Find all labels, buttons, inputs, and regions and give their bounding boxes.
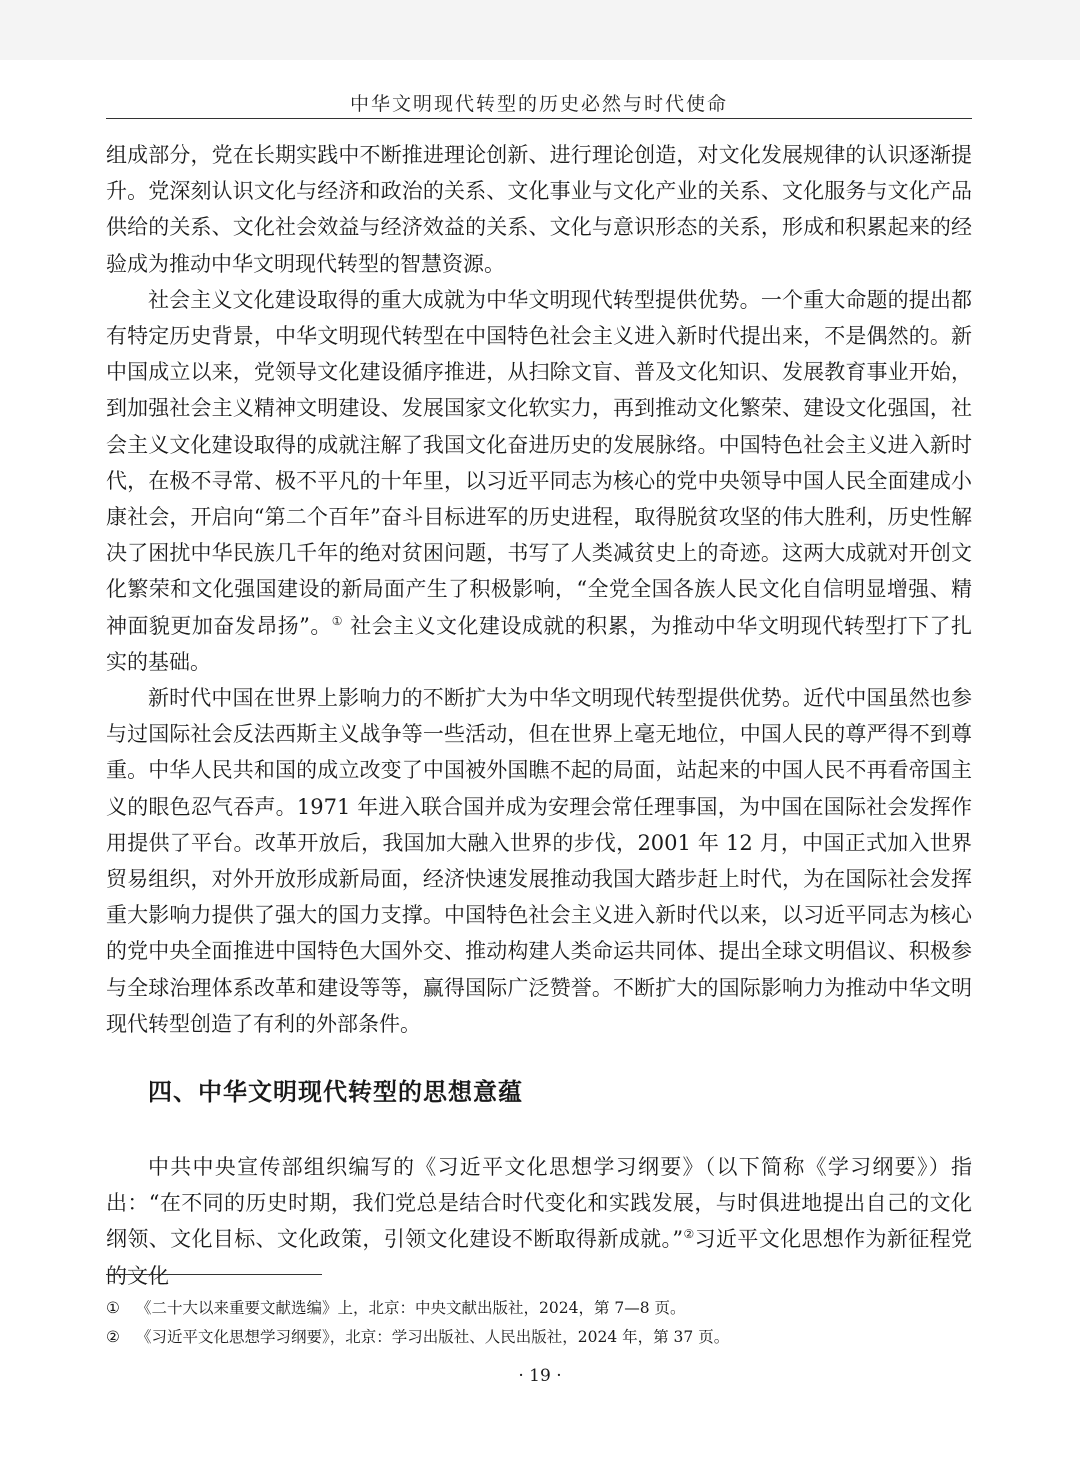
footnote-text: 《二十大以来重要文献选编》上，北京：中央文献出版社，2024，第 7—8 页。 bbox=[136, 1299, 686, 1317]
footnote-ref-2[interactable]: ② bbox=[683, 1227, 695, 1242]
body-text bbox=[106, 137, 972, 1042]
section-body bbox=[106, 1149, 972, 1294]
page-number: · 19 · bbox=[518, 1366, 562, 1386]
viewer-top-bar bbox=[0, 0, 1080, 60]
paragraph-text: 社会主义文化建设成就的积累，为推动中华文明现代转型打下了扎实的基础。 bbox=[106, 613, 972, 674]
header-rule bbox=[106, 118, 972, 119]
section-heading: 四、中华文明现代转型的思想意蕴 bbox=[148, 1078, 523, 1106]
paragraph-text: 社会主义文化建设取得的重大成就为中华文明现代转型提供优势。一个重大命题的提出都有特定历史背景，中华文明现代转型在中国特色社会主义进入新时代提出来，不是偶然的。新中国成立以来，党领导文化建设循序推进，从扫除文盲、普及文化知识、发展教育事业开始，到加强社会主义精神文明建设、发展国家文化软实力，再到推动文化繁荣、建设文化强国，社会主义文化建设取得的成就注解了我国文化奋进历史的发展脉络。中国特色社会主义进入新时代，在极不寻常、极不平凡的十年里，以习近平同志为核心的党中央领导中国人民全面建成小康社会，开启向“第二个百年”奋斗目标进军的历史进程，取得脱贫攻坚的伟大胜利，历史性解决了困扰中华民族几千年的绝对贫困问题，书写了人类减贫史上的奇迹。这两大成就对开创文化繁荣和文化强国建设的新局面产生了积极影响，“全党全国各族人民文化自信明显增强、精神面貌更加奋发昂扬”。 bbox=[106, 287, 972, 638]
running-header: 中华文明现代转型的历史必然与时代使命 bbox=[349, 93, 728, 115]
paragraph-international-influence: 新时代中国在世界上影响力的不断扩大为中华文明现代转型提供优势。近代中国虽然也参与过国际社会反法西斯主义战争等一些活动，但在世界上毫无地位，中国人民的尊严得不到尊重。中华人民共和国的成立改变了中国被外国瞧不起的局面，站起来的中国人民不再看帝国主义的眼色忍气吞声。1971 年进入联合国并成为安理会常任理事国，为中国在国际社会发挥作用提供了平台。改革开放后，我国加大融入世界的步伐，2001 年 12 月，中国正式加入世界贸易组织，对外开放形成新局面，经济快速发展推动我国大踏步赶上时代，为在国际社会发挥重大影响力提供了强大的国力支撑。中国特色社会主义进入新时代以来，以习近平同志为核心的党中央全面推进中国特色大国外交、推动构建人类命运共同体、提出全球文明倡议、积极参与全球治理体系改革和建设等等，赢得国际广泛赞誉。不断扩大的国际影响力为推动中华文明现代转型创造了有利的外部条件。 bbox=[106, 686, 972, 1036]
paragraph-text: 中共中央宣传部组织编写的《习近平文化思想学习纲要》（以下简称《学习纲要》）指出：“在不同的历史时期，我们党总是结合时代变化和实践发展，与时俱进地提出自己的文化纲领、文化目标、文化政策，引领文化建设不断取得新成就。” bbox=[106, 1155, 972, 1252]
paragraph-continued: 组成部分，党在长期实践中不断推进理论创新、进行理论创造，对文化发展规律的认识逐渐提升。党深刻认识文化与经济和政治的关系、文化事业与文化产业的关系、文化服务与文化产品供给的关系、文化社会效益与经济效益的关系、文化与意识形态的关系，形成和积累起来的经验成为推动中华文明现代转型的智慧资源。 bbox=[106, 143, 972, 276]
footnote-mark: ② bbox=[106, 1328, 120, 1346]
footnote-rule bbox=[106, 1274, 322, 1275]
footnote-item bbox=[106, 1323, 972, 1352]
footnote-mark: ① bbox=[106, 1299, 120, 1317]
footnotes bbox=[106, 1294, 972, 1352]
paragraph-text: 习近平文化思想作为新征程党的文化 bbox=[106, 1227, 973, 1288]
footnote-item bbox=[106, 1294, 972, 1323]
footnote-ref-1[interactable]: ① bbox=[331, 613, 343, 628]
paragraph-section-intro bbox=[106, 1149, 972, 1294]
footnote-text: 《习近平文化思想学习纲要》，北京：学习出版社、人民出版社，2024 年，第 37 页。 bbox=[136, 1328, 730, 1346]
paragraph-cultural-achievements bbox=[106, 282, 972, 680]
